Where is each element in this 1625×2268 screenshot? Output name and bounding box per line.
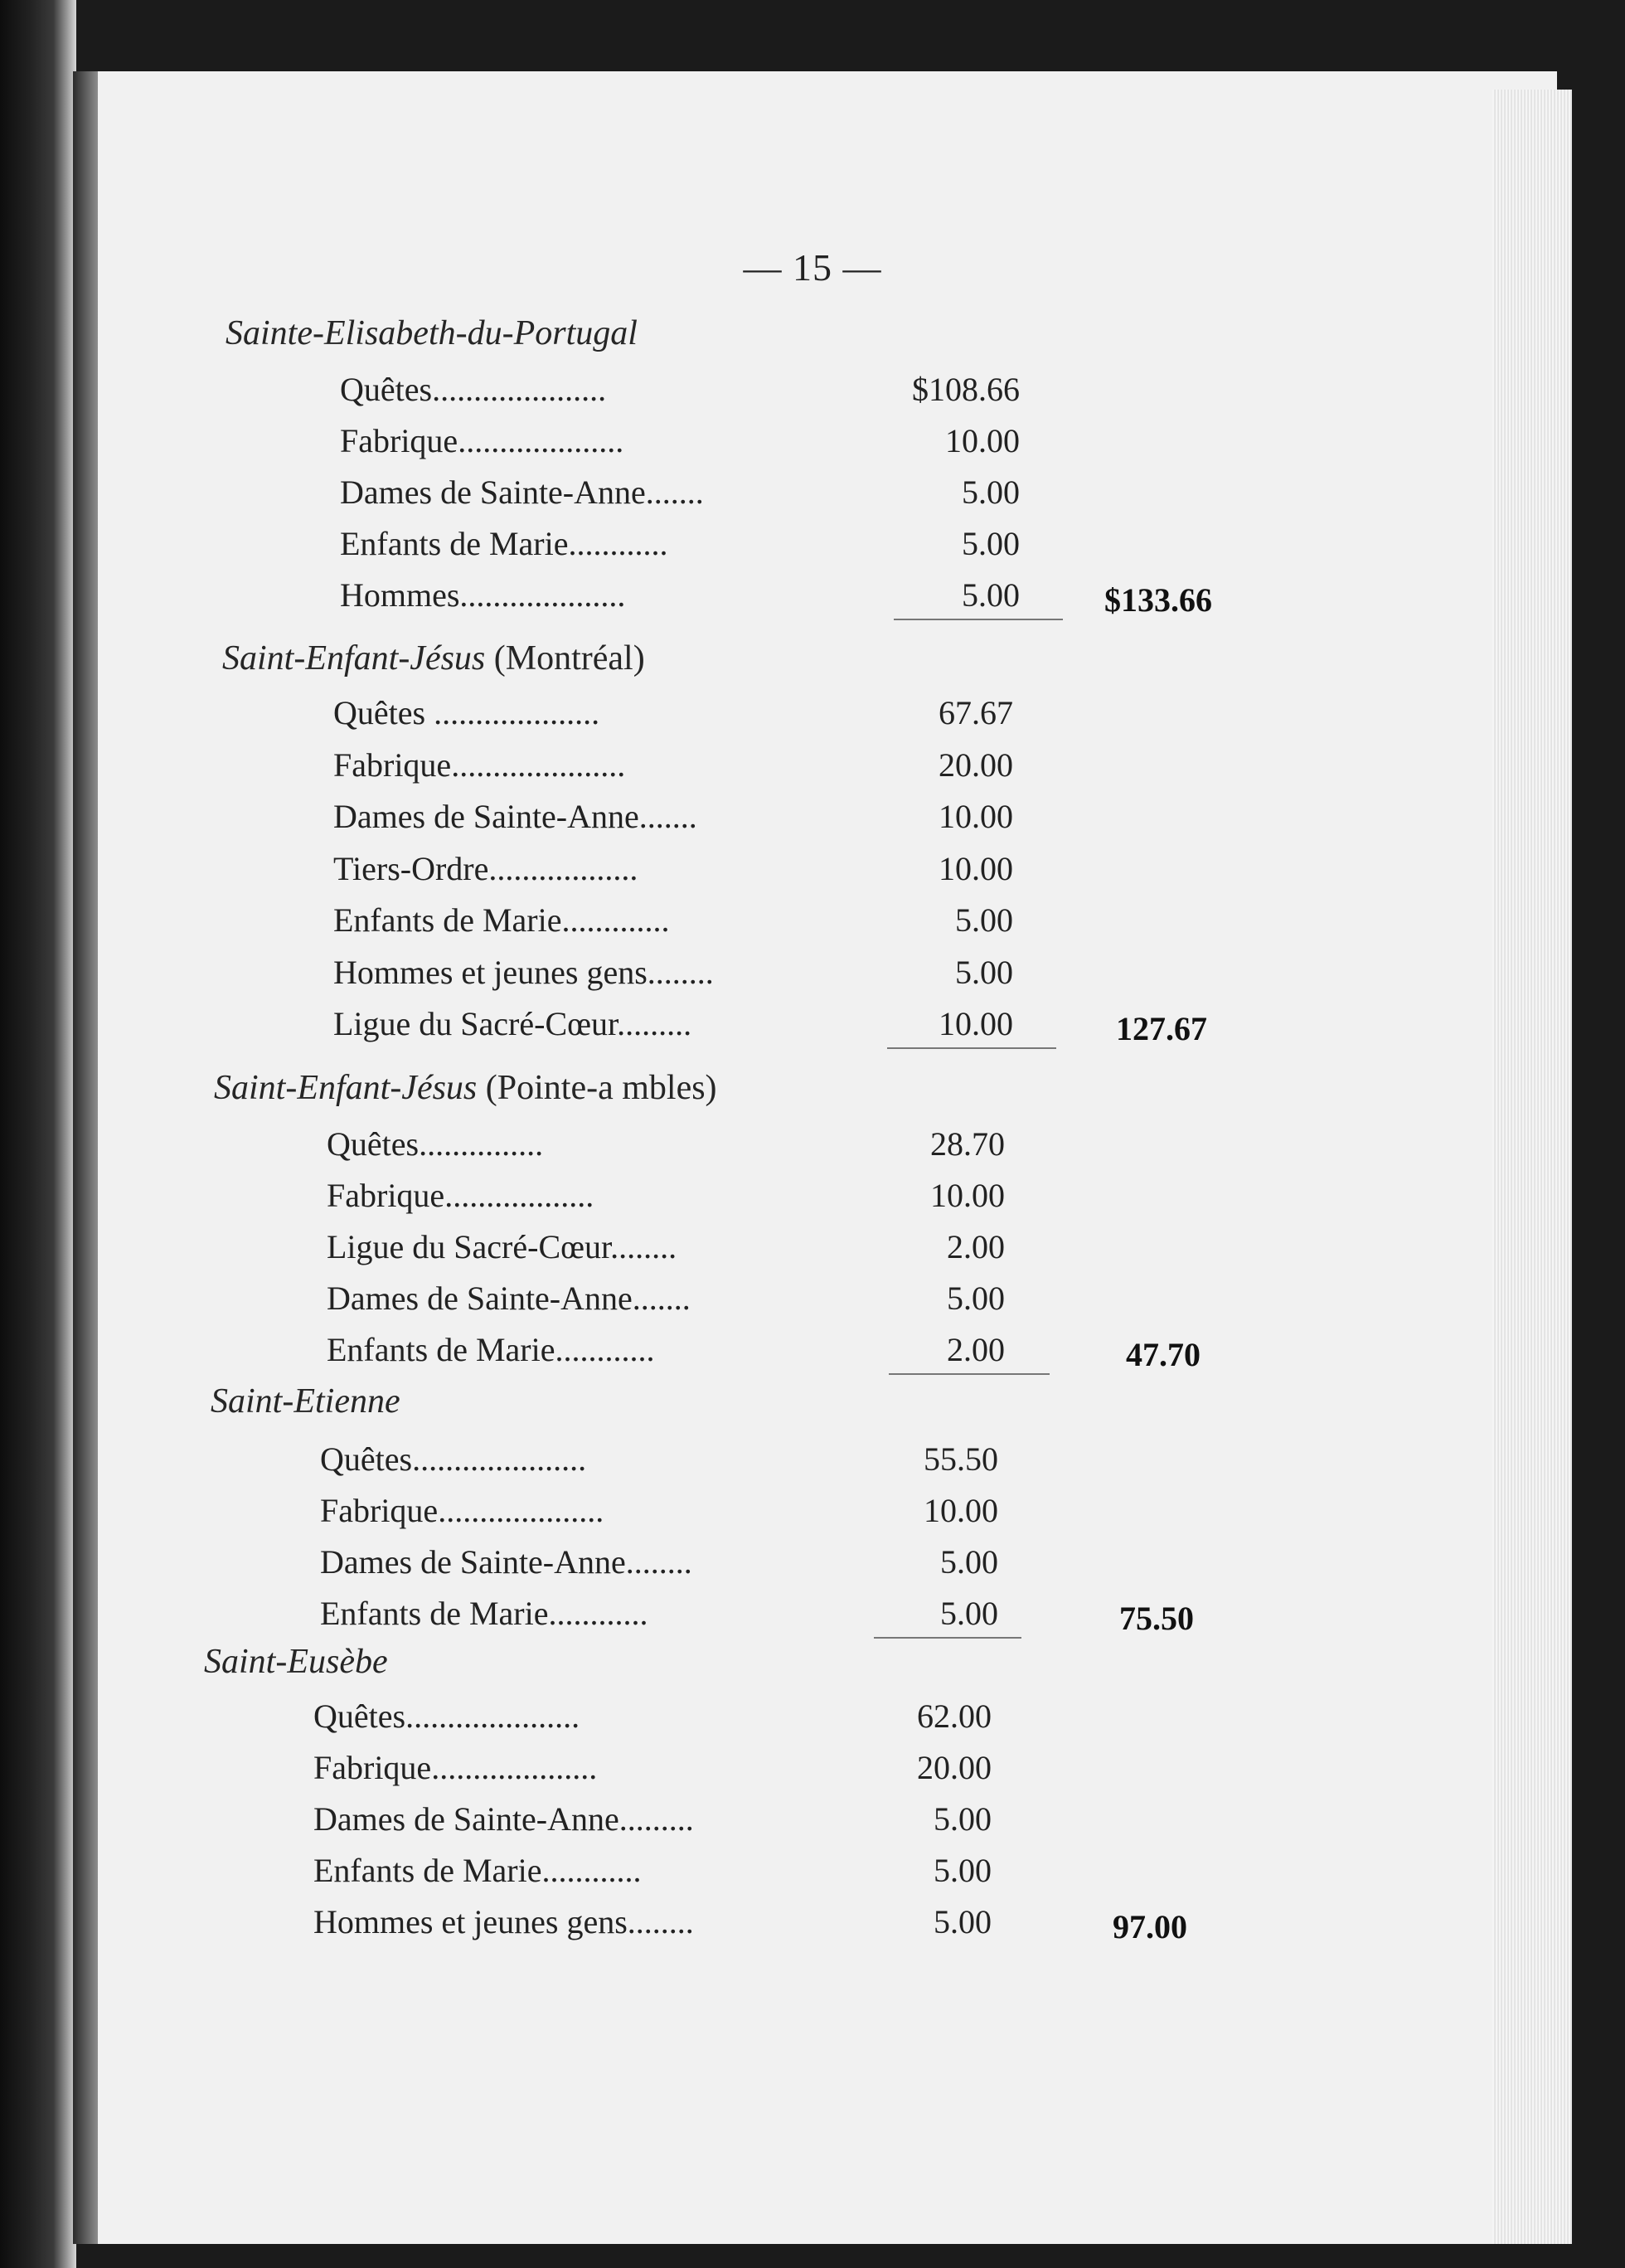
line-item-amount: 28.70 bbox=[930, 1125, 1005, 1163]
line-item-label: Hommes et jeunes gens........ bbox=[333, 953, 714, 991]
line-item-amount: 10.00 bbox=[945, 422, 1020, 459]
subtotal-rule bbox=[889, 1373, 1050, 1375]
book-spine-shadow bbox=[0, 0, 76, 2268]
line-item-amount: 10.00 bbox=[939, 1005, 1013, 1042]
line-item-amount: 2.00 bbox=[947, 1228, 1005, 1265]
section-total: 75.50 bbox=[1119, 1600, 1194, 1637]
line-item-label: Quêtes............... bbox=[327, 1125, 544, 1163]
section-total: 127.67 bbox=[1116, 1010, 1207, 1047]
line-item-label: Enfants de Marie............ bbox=[327, 1331, 655, 1368]
line-item-amount: 5.00 bbox=[940, 1595, 998, 1632]
line-item-amount: 10.00 bbox=[939, 798, 1013, 835]
parish-heading bbox=[226, 313, 638, 353]
section-total: 47.70 bbox=[1126, 1336, 1201, 1373]
line-item-label: Dames de Sainte-Anne....... bbox=[327, 1280, 691, 1317]
line-item-amount: 5.00 bbox=[962, 576, 1020, 614]
line-item-amount: 67.67 bbox=[939, 694, 1013, 731]
section-total: 97.00 bbox=[1113, 1908, 1187, 1945]
parish-location: (Pointe-a mbles) bbox=[477, 1069, 717, 1107]
line-item-amount: 55.50 bbox=[924, 1440, 998, 1478]
line-item-amount: 5.00 bbox=[934, 1852, 992, 1889]
line-item-label: Fabrique.................... bbox=[313, 1749, 598, 1786]
line-item-amount: 20.00 bbox=[939, 745, 1013, 784]
line-item-label: Tiers-Ordre.................. bbox=[333, 849, 638, 887]
line-item-amount: 5.00 bbox=[955, 901, 1013, 939]
line-item-label: Dames de Sainte-Anne........ bbox=[320, 1543, 692, 1581]
line-item-amount: 5.00 bbox=[934, 1800, 992, 1838]
line-item-label: Enfants de Marie............ bbox=[340, 525, 668, 562]
line-item-label: Dames de Sainte-Anne....... bbox=[333, 798, 697, 835]
line-item-label: Quêtes .................... bbox=[333, 694, 600, 731]
page-gutter-shadow bbox=[73, 71, 98, 2244]
line-item-amount: 10.00 bbox=[924, 1492, 998, 1529]
parish-name: Saint-Eusèbe bbox=[204, 1643, 388, 1681]
line-item-label: Enfants de Marie............ bbox=[320, 1595, 648, 1632]
line-item-amount: 2.00 bbox=[947, 1331, 1005, 1368]
subtotal-rule bbox=[887, 1047, 1056, 1049]
line-item-label: Hommes.................... bbox=[340, 576, 626, 614]
parish-name: Saint-Etienne bbox=[211, 1382, 400, 1421]
parish-location: (Montréal) bbox=[485, 639, 645, 677]
parish-name: Saint-Enfant-Jésus bbox=[222, 639, 486, 677]
line-item-amount: 5.00 bbox=[947, 1280, 1005, 1317]
subtotal-rule bbox=[874, 1637, 1021, 1639]
line-item-label: Dames de Sainte-Anne......... bbox=[313, 1800, 694, 1838]
parish-name: Saint-Enfant-Jésus bbox=[214, 1069, 478, 1107]
line-item-amount: 10.00 bbox=[939, 849, 1013, 887]
line-item-amount: 20.00 bbox=[917, 1749, 992, 1786]
line-item-amount: 5.00 bbox=[940, 1543, 998, 1581]
line-item-label: Dames de Sainte-Anne....... bbox=[340, 474, 704, 511]
line-item-label: Ligue du Sacré-Cœur......... bbox=[333, 1005, 692, 1042]
line-item-label: Enfants de Marie............ bbox=[313, 1852, 642, 1889]
line-item-label: Enfants de Marie............. bbox=[333, 901, 670, 939]
line-item-amount: 10.00 bbox=[930, 1177, 1005, 1214]
line-item-amount: 5.00 bbox=[955, 953, 1013, 991]
line-item-amount: 62.00 bbox=[917, 1697, 992, 1735]
line-item-label: Hommes et jeunes gens........ bbox=[313, 1903, 694, 1940]
line-item-label: Quêtes..................... bbox=[320, 1440, 587, 1478]
page-edge-stack bbox=[1492, 90, 1572, 2244]
line-item-label: Fabrique..................... bbox=[333, 745, 626, 784]
subtotal-rule bbox=[894, 619, 1063, 620]
line-item-amount: $108.66 bbox=[912, 371, 1020, 408]
line-item-label: Fabrique.................... bbox=[320, 1492, 604, 1529]
line-item-label: Ligue du Sacré-Cœur........ bbox=[327, 1228, 677, 1265]
line-item-label: Fabrique.................. bbox=[327, 1177, 594, 1214]
line-item-label: Quêtes..................... bbox=[313, 1697, 580, 1735]
line-item-amount: 5.00 bbox=[962, 525, 1020, 562]
line-item-amount: 5.00 bbox=[962, 474, 1020, 511]
page-number: — 15 — bbox=[743, 246, 882, 289]
line-item-label: Fabrique.................... bbox=[340, 422, 624, 459]
parish-heading bbox=[211, 1382, 400, 1421]
section-total: $133.66 bbox=[1104, 581, 1212, 619]
line-item-amount: 5.00 bbox=[934, 1903, 992, 1940]
parish-heading bbox=[214, 1068, 717, 1108]
parish-heading bbox=[222, 639, 645, 678]
parish-name: Sainte-Elisabeth-du-Portugal bbox=[226, 314, 638, 352]
parish-heading bbox=[204, 1642, 388, 1682]
line-item-label: Quêtes..................... bbox=[340, 371, 607, 408]
